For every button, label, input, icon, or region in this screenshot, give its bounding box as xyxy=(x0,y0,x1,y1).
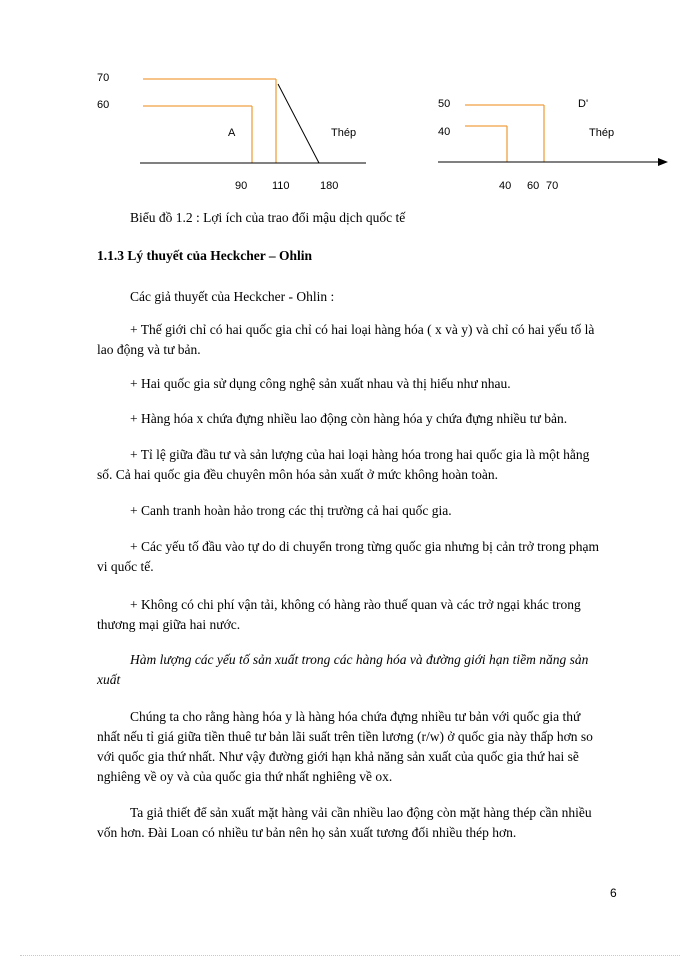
right-panel xyxy=(438,98,668,192)
paragraph-taiwan-example: Ta giả thiết để sản xuất mặt hàng vải cần nhiều lao động còn mặt hàng thép cần nhiều vốn hơn. Đài Loan có nhiều tư bản nên họ sản xuất tương đối nhiều thép hơn. xyxy=(97,805,592,840)
trade-benefit-diagram xyxy=(0,0,700,200)
paragraph-factor-content-body: Chúng ta cho rằng hàng hóa y là hàng hóa chứa đựng nhiều tư bản với quốc gia thứ nhất nếu tỉ giá giữa tiền thuê tư bản lãi suất trên tiền lương (r/w) ở quốc gia này thấp hơn so với quốc gia thứ nhất. Như vậy đường giới hạn khả năng sản xuất của quốc gia thứ hai sẽ nghiêng về oy và của quốc gia thứ nhất nghiêng về ox. xyxy=(97,709,593,784)
paragraph-assumption-5: + Canh tranh hoàn hảo trong các thị trường cả hai quốc gia. xyxy=(130,503,452,518)
left-y-tick-60: 60 xyxy=(97,99,110,111)
figure-caption: Biểu đồ 1.2 : Lợi ích của trao đổi mậu dịch quốc tế xyxy=(130,210,406,225)
paragraph-assumption-1: + Thế giới chỉ có hai quốc gia chỉ có hai loại hàng hóa ( x và y) và chỉ có hai yếu tố là lao động và tư bản. xyxy=(97,322,595,357)
section-heading: 1.1.3 Lý thuyết của Heckcher – Ohlin xyxy=(97,248,313,263)
page-number: 6 xyxy=(610,886,617,900)
left-x-tick-180: 180 xyxy=(320,180,339,192)
paragraph-assumption-2: + Hai quốc gia sử dụng công nghệ sản xuất nhau và thị hiếu như nhau. xyxy=(130,376,511,391)
left-x-tick-90: 90 xyxy=(235,180,248,192)
left-trade-line xyxy=(278,84,319,163)
paragraph-assumption-6: + Các yếu tố đầu vào tự do di chuyển trong từng quốc gia nhưng bị cản trở trong phạm vi quốc tế. xyxy=(97,539,599,574)
right-product-label: Thép xyxy=(589,127,615,139)
right-x-tick-70: 70 xyxy=(546,180,559,192)
paragraph-assumption-7: + Không có chi phí vận tải, không có hàng rào thuế quan và các trở ngại khác trong thương mại giữa hai nước. xyxy=(97,597,581,632)
paragraph-assumption-3: + Hàng hóa x chứa đựng nhiều lao động còn hàng hóa y chứa đựng nhiều tư bản. xyxy=(130,411,568,426)
right-y-tick-40: 40 xyxy=(438,126,451,138)
left-point-label-a: A xyxy=(228,127,236,139)
left-product-label: Thép xyxy=(331,127,357,139)
right-x-tick-60: 60 xyxy=(527,180,540,192)
left-y-tick-70: 70 xyxy=(97,72,110,84)
paragraph-assumption-4: + Tỉ lệ giữa đầu tư và sản lượng của hai loại hàng hóa trong hai quốc gia là một hằng số. Cả hai quốc gia đều chuyên môn hóa sản xuất ở mức không hoàn toàn. xyxy=(97,447,590,482)
right-y-tick-50: 50 xyxy=(438,98,451,110)
page-bottom-divider xyxy=(20,955,680,956)
right-x-axis-arrowhead xyxy=(658,158,668,166)
left-x-tick-110: 110 xyxy=(272,180,290,192)
right-x-tick-40: 40 xyxy=(499,180,512,192)
right-point-label-d: D' xyxy=(578,98,589,110)
left-panel xyxy=(97,72,366,192)
paragraph-factor-content-title: Hàm lượng các yếu tố sản xuất trong các hàng hóa và đường giới hạn tiềm năng sản xuất xyxy=(97,652,589,687)
paragraph-intro: Các giả thuyết của Heckcher - Ohlin : xyxy=(130,289,335,304)
